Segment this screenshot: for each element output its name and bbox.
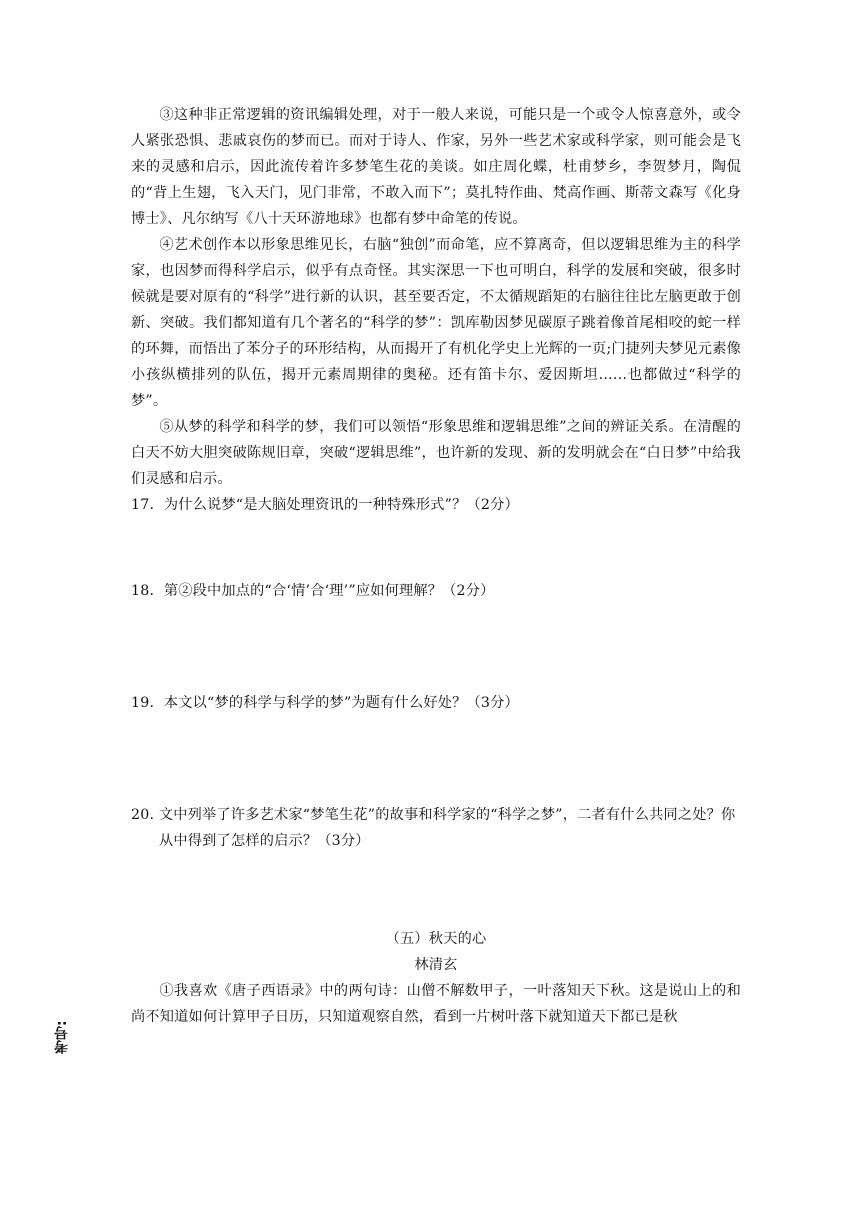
question-17: 17．为什么说梦“是大脑处理资讯的一种特殊形式”？（2分） [131,497,519,513]
paragraph-4: ④艺术创作本以形象思维见长，右脑“独创”而命笔，应不算离奇，但以逻辑思维为主的科学家，也因梦而得科学启示，似乎有点奇怪。其实深思一下也可明白，科学的发展和突破，很多时候就是要对原有的“科学”进行新的认识，甚至要否定，不太循规蹈矩的右脑往往比左脑更敢于创新、突破。我们都知道有几个著名的“科学的梦”：凯库勒因梦见碳原子跳着像首尾相咬的蛇一样的环舞，而悟出了苯分子的环形结构，从而揭开了有机化学史上光辉的一页;门捷列夫梦见元素像小孩纵横排列的队伍，揭开元素周期律的奥秘。还有笛卡尔、爱因斯坦……也都做过“科学的梦”。 [131,237,741,409]
section-paragraph-1: ①我喜欢《唐子西语录》中的两句诗：山僧不解数甲子，一叶落知天下秋。这是说山上的和尚不知道如何计算甲子日历，只知道观察自然，看到一片树叶落下就知道天下都已是秋 [131,983,741,1025]
question-19: 19．本文以“梦的科学与科学的梦”为题有什么好处？（3分） [131,695,519,711]
question-18: 18．第②段中加点的“合‘情’合‘理’”应如何理解？（2分） [131,583,495,599]
question-20: 20. 文中列举了许多艺术家“梦笔生花”的故事和科学家的“科学之梦”，二者有什么共同之处？你从中得到了怎样的启示？（3分） [131,807,736,849]
exam-number-label: 考号: [54,1020,70,1054]
paragraph-3: ③这种非正常逻辑的资讯编辑处理，对于一般人来说，可能只是一个或令人惊喜意外，或令人紧张恐惧、悲戚哀伤的梦而已。而对于诗人、作家，另外一些艺术家或科学家，则可能会是飞来的灵感和启示，因此流传着许多梦笔生花的美谈。如庄周化蝶，杜甫梦乡，李贺梦月，陶侃的“背上生翅，飞入天门，见门非常，不敢入而下”；莫扎特作曲、梵高作画、斯蒂文森写《化身博士》、凡尔纳写《八十天环游地球》也都有梦中命笔的传说。 [131,107,741,227]
section-author: 林清玄 [414,957,458,973]
paragraph-5: ⑤从梦的科学和科学的梦，我们可以领悟“形象思维和逻辑思维”之间的辨证关系。在清醒的白天不妨大胆突破陈规旧章，突破“逻辑思维”，也许新的发现、新的发明就会在“白日梦”中给我们灵感和启示。 [131,419,741,487]
section-title: （五）秋天的心 [385,931,487,947]
page-content [131,102,741,1030]
